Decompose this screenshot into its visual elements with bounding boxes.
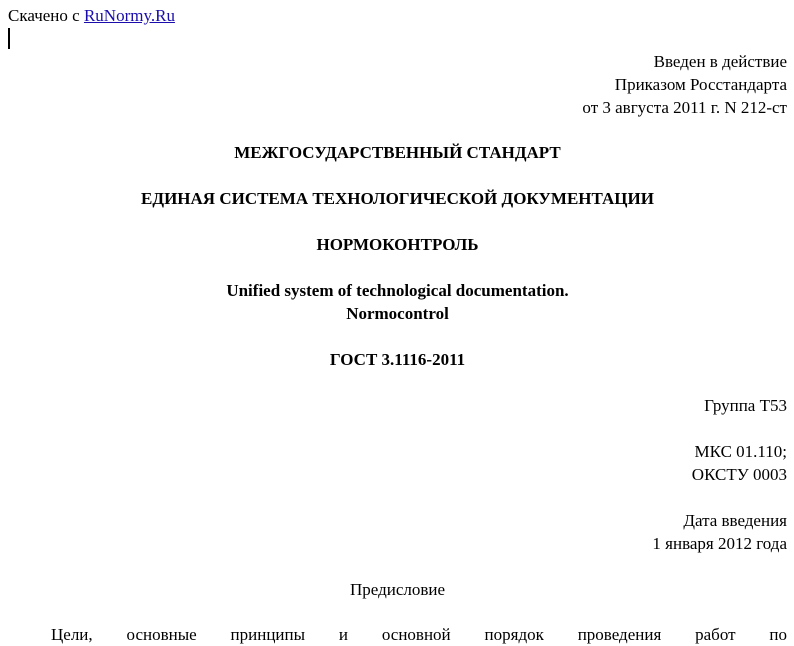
document-page [8,50,787,646]
enactment-block [8,50,787,119]
english-title [8,279,787,325]
intro-date-block [8,509,787,555]
okstu-code: ОКСТУ 0003 [691,465,787,484]
source-prefix: Скачено с [8,6,84,25]
preface-heading: Предисловие [349,580,446,599]
english-title-line-2: Normocontrol [346,304,449,323]
preface-paragraph: Цели, основные принципы и основной порядок проведения работ по [51,625,787,644]
english-title-line-1: Unified system of technological documentation. [226,281,569,300]
enactment-line-1: Введен в действие [653,52,787,71]
interstate-standard-title: МЕЖГОСУДАРСТВЕННЫЙ СТАНДАРТ [234,143,561,162]
document-name-title: НОРМОКОНТРОЛЬ [316,235,479,254]
gost-number: ГОСТ 3.1116-2011 [329,350,466,369]
source-link[interactable]: RuNormy.Ru [83,6,175,25]
classification-block [8,440,787,486]
source-line [8,6,175,26]
enactment-line-2: Приказом Росстандарта [614,75,787,94]
intro-date-value: 1 января 2012 года [652,534,787,553]
intro-date-label: Дата введения [683,511,787,530]
group-code: Группа Т53 [704,396,787,415]
text-cursor [8,28,10,49]
system-title: ЕДИНАЯ СИСТЕМА ТЕХНОЛОГИЧЕСКОЙ ДОКУМЕНТАЦИИ [141,189,654,208]
enactment-line-3: от 3 августа 2011 г. N 212-ст [582,98,787,117]
mks-code: МКС 01.110; [694,442,787,461]
